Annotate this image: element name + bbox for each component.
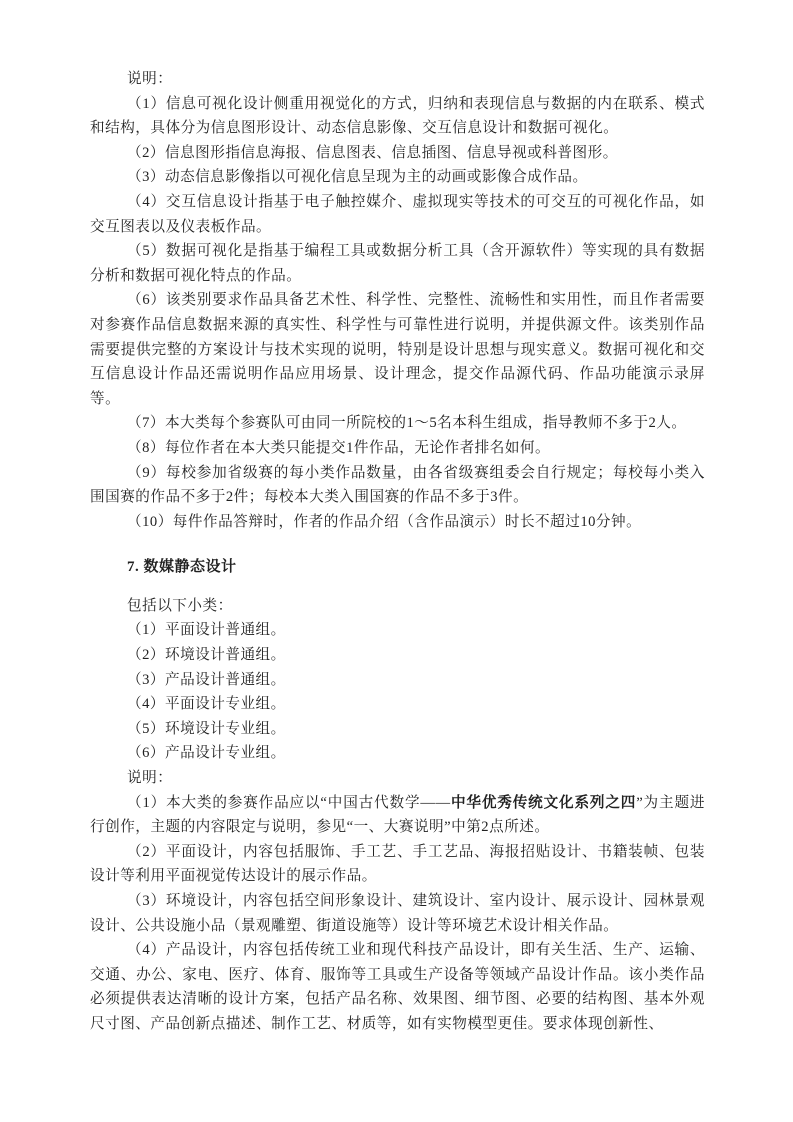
- note-theme-suffix: ”为主题进行创作，主题的内容限定与说明，参见“一、大赛说明”中第2点所述。: [90, 794, 705, 836]
- subcategory-item: （6）产品设计专业组。: [127, 745, 286, 762]
- note-paragraph: （7）本大类每个参赛队可由同一所院校的1～5名本科生组成，指导教师不多于2人。: [127, 415, 687, 432]
- subcategory-item: （3）产品设计普通组。: [127, 671, 286, 688]
- subcategory-item: （5）环境设计专业组。: [127, 720, 286, 737]
- subcategory-item: （4）平面设计专业组。: [127, 696, 286, 713]
- note-paragraph: （3）动态信息影像指以可视化信息呈现为主的动画或影像合成作品。: [127, 169, 588, 186]
- note-paragraph-theme: [90, 791, 705, 840]
- note-paragraph: （6）该类别要求作品具备艺术性、科学性、完整性、流畅性和实用性，而且作者需要对参赛作品信息数据来源的真实性、科学性与可靠性进行说明，并提供源文件。该类别作品需要提供完整的方案设计与技术实现的说明，特别是设计思想与现实意义。数据可视化和交互信息设计作品还需说明作品应用场景、设计理念，提交作品源代码、作品功能演示录屏等。: [90, 292, 705, 407]
- section-7-intro: 包括以下小类：: [127, 597, 233, 614]
- note-paragraph: （10）每件作品答辩时，作者的作品介绍（含作品演示）时长不超过10分钟。: [127, 513, 642, 530]
- note-paragraph: （8）每位作者在本大类只能提交1件作品，无论作者排名如何。: [127, 439, 551, 456]
- note-paragraph: （3）环境设计，内容包括空间形象设计、建筑设计、室内设计、展示设计、园林景观设计、公共设施小品（景观雕塑、街道设施等）设计等环境艺术设计相关作品。: [90, 893, 705, 934]
- note-paragraph: （2）平面设计，内容包括服饰、手工艺、手工艺品、海报招贴设计、书籍装帧、包装设计等利用平面视觉传达设计的展示作品。: [90, 843, 705, 885]
- note-paragraph: （9）每校参加省级赛的每小类作品数量，由各省级赛组委会自行规定；每校每小类入围国赛的作品不多于2件；每校本大类入围国赛的作品不多于3件。: [90, 464, 705, 506]
- note-theme-title: 中华优秀传统文化系列之四: [450, 794, 637, 811]
- note-paragraph: （4）产品设计，内容包括传统工业和现代科技产品设计，即有关生活、生产、运输、交通、办公、家电、医疗、体育、服饰等工具或生产设备等领域产品设计作品。该小类作品必须提供表达清晰的设计方案，包括产品名称、效果图、细节图、必要的结构图、基本外观尺寸图、产品创新点描述、制作工艺、材质等，如有实物模型更佳。要求体现创新性、: [90, 942, 705, 1032]
- note-paragraph: （2）信息图形指信息海报、信息图表、信息插图、信息导视或科普图形。: [127, 144, 618, 161]
- note-paragraph: （5）数据可视化是指基于编程工具或数据分析工具（含开源软件）等实现的具有数据分析和数据可视化特点的作品。: [90, 243, 705, 284]
- note-paragraph: （1）信息可视化设计侧重用视觉化的方式，归纳和表现信息与数据的内在联系、模式和结构，具体分为信息图形设计、动态信息影像、交互信息设计和数据可视化。: [90, 95, 705, 137]
- note-paragraph: （4）交互信息设计指基于电子触控媒介、虚拟现实等技术的可交互的可视化作品，如交互图表以及仪表板作品。: [90, 193, 705, 235]
- note-theme-prefix: （1）本大类的参赛作品应以“中国古代数学——: [127, 794, 451, 811]
- section-7-notes-label: 说明：: [127, 770, 173, 787]
- page-content: [90, 67, 705, 1037]
- section-7-heading: 7. 数媒静态设计: [127, 559, 237, 576]
- subcategory-item: （2）环境设计普通组。: [127, 647, 286, 664]
- prev-section-notes-label: 说明：: [127, 71, 173, 87]
- subcategory-item: （1）平面设计普通组。: [127, 622, 286, 639]
